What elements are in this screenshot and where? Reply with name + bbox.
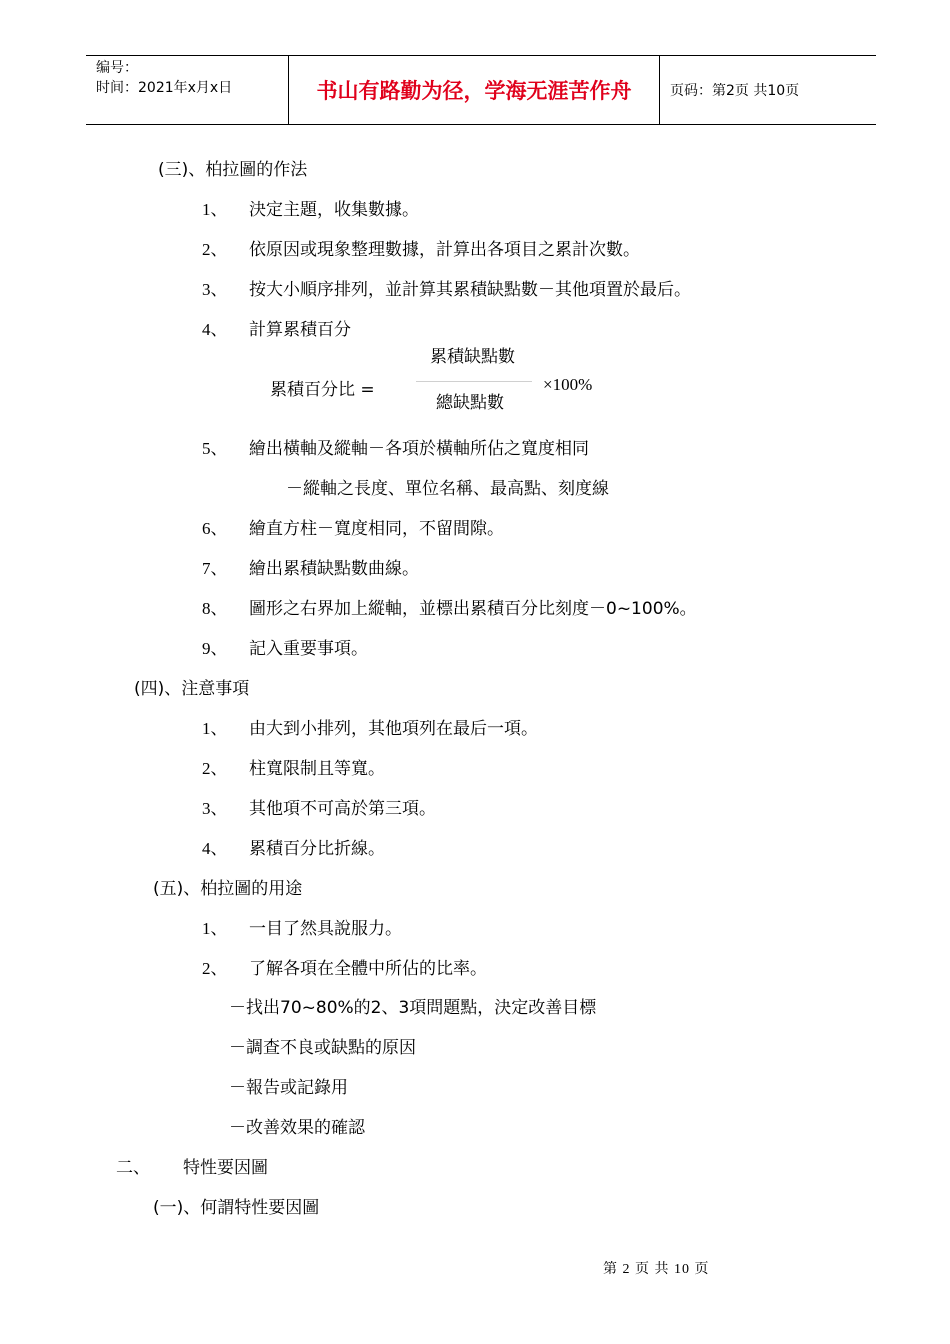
formula-times: ×100% xyxy=(543,375,593,394)
list-item: 了解各項在全體中所佔的比率。 xyxy=(249,959,487,979)
list-index: 4、 xyxy=(202,839,228,858)
list-item: 繪直方柱－寬度相同，不留間隙。 xyxy=(249,519,504,539)
header-meta xyxy=(86,56,288,124)
time-label: 时间：2021年x月x日 xyxy=(96,80,233,96)
list-item: 按大小順序排列，並計算其累積缺點數－其他項置於最后。 xyxy=(249,280,691,300)
part-2-number: 二、 xyxy=(116,1158,150,1178)
part-2-title: 特性要因圖 xyxy=(183,1158,268,1178)
list-index: 7、 xyxy=(202,559,228,578)
page-footer: 第 2 页 共 10 页 xyxy=(603,1262,710,1277)
list-index: 1、 xyxy=(202,719,228,738)
part-2-subtitle: (一)、何謂特性要因圖 xyxy=(153,1198,320,1218)
list-subitem: －報告或記錄用 xyxy=(229,1078,348,1098)
formula-denominator: 總缺點數 xyxy=(436,393,504,413)
list-item: 計算累積百分 xyxy=(249,320,351,340)
header-motto: 书山有路勤为径，学海无涯苦作舟 xyxy=(288,56,660,124)
page-header xyxy=(86,55,876,125)
list-index: 9、 xyxy=(202,639,228,658)
list-subitem: －縱軸之長度、單位名稱、最高點、刻度線 xyxy=(286,479,609,499)
list-index: 8、 xyxy=(202,599,228,618)
list-index: 1、 xyxy=(202,919,228,938)
list-subitem: －調查不良或缺點的原因 xyxy=(229,1038,416,1058)
formula-numerator: 累積缺點數 xyxy=(430,347,515,367)
list-item: 其他項不可高於第三項。 xyxy=(249,799,436,819)
list-index: 1、 xyxy=(202,200,228,219)
list-index: 6、 xyxy=(202,519,228,538)
list-index: 2、 xyxy=(202,759,228,778)
formula-fraction-bar xyxy=(416,381,532,382)
list-item: 累積百分比折線。 xyxy=(249,839,385,859)
formula-lhs: 累積百分比 = xyxy=(270,380,375,400)
list-item: 繪出橫軸及縱軸－各項於橫軸所佔之寬度相同 xyxy=(249,439,589,459)
list-index: 2、 xyxy=(202,240,228,259)
list-index: 4、 xyxy=(202,320,228,339)
list-index: 3、 xyxy=(202,799,228,818)
list-item: 記入重要事項。 xyxy=(249,639,368,659)
list-subitem: －改善效果的確認 xyxy=(229,1118,365,1138)
list-index: 3、 xyxy=(202,280,228,299)
number-label: 编号： xyxy=(96,60,138,76)
section-5-title: (五)、柏拉圖的用途 xyxy=(153,879,303,899)
list-item: 柱寬限制且等寬。 xyxy=(249,759,385,779)
list-item: 依原因或現象整理數據，計算出各項目之累計次數。 xyxy=(249,240,640,260)
list-item: 決定主題，收集數據。 xyxy=(249,200,419,220)
section-4-title: (四)、注意事項 xyxy=(134,679,250,699)
list-item: 繪出累積缺點數曲線。 xyxy=(249,559,419,579)
list-item: 由大到小排列，其他項列在最后一項。 xyxy=(249,719,538,739)
list-item: 一目了然具說服力。 xyxy=(249,919,402,939)
list-index: 5、 xyxy=(202,439,228,458)
list-index: 2、 xyxy=(202,959,228,978)
list-subitem: －找出70~80%的2、3項問題點，決定改善目標 xyxy=(229,998,597,1018)
section-3-title: (三)、柏拉圖的作法 xyxy=(158,160,308,180)
header-page-label: 页码：第2页 共10页 xyxy=(670,83,800,99)
list-item: 圖形之右界加上縱軸，並標出累積百分比刻度－0~100%。 xyxy=(249,599,697,619)
